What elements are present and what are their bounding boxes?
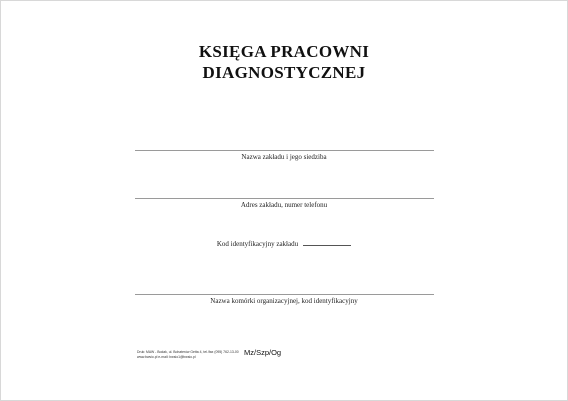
adres-caption: Adres zakładu, numer telefonu	[240, 201, 328, 209]
document-title	[1, 41, 567, 83]
printer-info	[137, 350, 239, 360]
komorka-line	[135, 294, 434, 295]
komorka-caption: Nazwa komórki organizacyjnej, kod identyfikacyjny	[210, 297, 358, 305]
kod-identyfikacyjny-blank	[303, 239, 351, 246]
printer-info-line-2: www.bwsio.pl e-mail: bwsio1@bwsio.pl	[137, 355, 196, 359]
form-code: Mz/Szp/Og	[244, 348, 282, 357]
kod-identyfikacyjny-label: Kod identyfikacyjny zakładu	[216, 240, 299, 248]
nazwa-zakladu-line	[135, 150, 434, 151]
printer-info-line-1: Druk: MAW - Bodak, ul. Bohaterów Getta 4, tel./fax (095) 762-13-00	[137, 350, 239, 354]
title-line-2: DIAGNOSTYCZNEJ	[202, 63, 366, 82]
nazwa-zakladu-caption: Nazwa zakładu i jego siedziba	[241, 153, 327, 161]
title-line-1: KSIĘGA PRACOWNI	[198, 42, 370, 61]
kod-identyfikacyjny-row	[1, 239, 567, 249]
adres-line	[135, 198, 434, 199]
